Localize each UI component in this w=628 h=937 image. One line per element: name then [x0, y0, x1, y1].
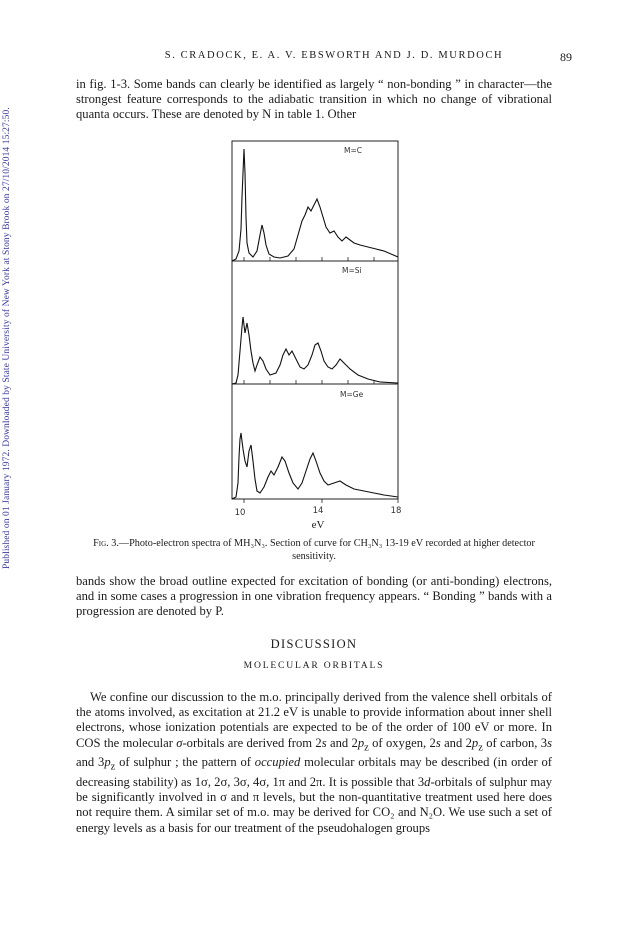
figure-caption	[76, 538, 552, 563]
text-run: and 2	[440, 735, 472, 750]
text-run: of oxygen, 2	[368, 735, 436, 750]
caption-text: —Photo-electron spectra of MH₃N₃. Section of curve for CH₃N₃ 13-19 eV recorded at higher detector sensitivity.	[118, 538, 535, 562]
symbol-p: p	[357, 735, 365, 750]
subsection-title: MOLECULAR ORBITALS	[243, 660, 385, 671]
spectrum-ch3n3	[232, 149, 398, 261]
x-tick-label: 18	[390, 506, 402, 516]
text-run: -orbitals are derived from 2	[182, 735, 322, 750]
spectrum-sih3n3	[232, 317, 398, 384]
emphasis-occupied: occupied	[254, 755, 301, 770]
download-watermark: Published on 01 January 1972. Downloaded by State University of New York at Stony Brook on 27/10/2014 15:27:50.	[2, 107, 12, 569]
paragraph-molecular-orbitals	[76, 690, 552, 836]
text-run: molecular orbitals may be described (in order of decreasing stability) as 1σ, 2σ, 3σ, 4σ, 1π and 2π. It is possible that 3	[76, 755, 552, 790]
panel-label-si: M=Si	[342, 266, 362, 275]
text-run: of carbon, 3	[482, 735, 548, 750]
text-run: of sulphur ; the pattern of	[115, 755, 255, 770]
subscript-z: z	[364, 742, 369, 754]
x-axis-unit: eV	[311, 519, 325, 531]
symbol-p: p	[104, 755, 111, 770]
symbol-s: s	[435, 735, 441, 750]
caption-prefix: Fig. 3.	[93, 538, 119, 549]
paragraph-intro: in fig. 1-3. Some bands can clearly be identified as largely “ non-bonding ” in character—the strongest feature corresponds to the adiabatic transition in which no change of vibrational quanta occurs. These are denoted by N in table 1. Other	[76, 77, 552, 122]
panel-label-ge: M=Ge	[340, 390, 364, 399]
running-head: S. CRADOCK, E. A. V. EBSWORTH AND J. D. MURDOCH	[164, 50, 504, 61]
figure-pe-spectra	[226, 137, 404, 533]
symbol-s: s	[547, 735, 553, 750]
text-run: -orbitals of sulphur may be significantly involved in σ and π levels, but the non-quantitative treatment used here does not require them. A similar set of m.o. may be derived for CO₂ and N₂O. We use such a set of energy levels as a basis for our treatment of the pseudohalogen groups	[76, 775, 552, 835]
panel-label-c: M=C	[344, 146, 362, 155]
x-tick-label: 10	[234, 508, 246, 518]
symbol-s: s	[321, 735, 327, 750]
section-title: DISCUSSION	[270, 637, 358, 651]
subscript-z: z	[110, 761, 116, 773]
text-run: and 3	[76, 755, 105, 770]
symbol-p: p	[471, 735, 479, 750]
baseline-ticks	[244, 257, 398, 503]
plot-frame	[232, 141, 398, 499]
subscript-z: z	[478, 742, 483, 754]
text-run: We confine our discussion to the m.o. principally derived from the valence shell orbitals of the atoms involved, as excitation at 21.2 eV is unable to provide information about inner shell electrons, whose ionization potentials are expected to be of the order of 100 eV or more. In COS the molecular	[76, 690, 552, 750]
x-tick-label: 14	[312, 506, 324, 516]
spectra-plot	[226, 137, 404, 533]
symbol-sigma: σ	[176, 735, 183, 750]
spectrum-geh3n3	[232, 433, 398, 499]
symbol-d: d	[424, 775, 431, 790]
paragraph-bands: bands show the broad outline expected for excitation of bonding (or anti-bonding) electrons, and in some cases a progression in one vibration frequency appears. “ Bonding ” bands with a progression are denoted by P.	[76, 574, 552, 619]
page-number: 89	[560, 50, 572, 64]
page-header	[76, 50, 572, 64]
text-run: and 2	[326, 735, 358, 750]
